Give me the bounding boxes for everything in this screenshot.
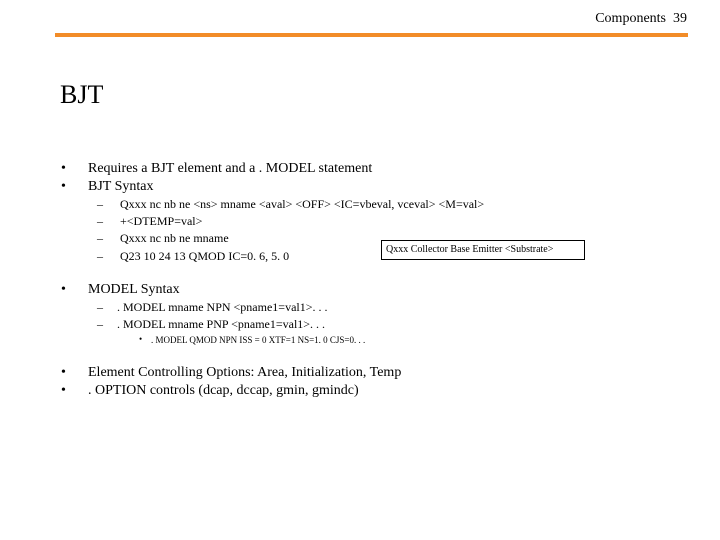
dash-marker: – bbox=[97, 300, 103, 314]
bullet-marker: • bbox=[61, 179, 66, 194]
bullet-marker: • bbox=[61, 161, 66, 176]
bullet-marker: • bbox=[139, 334, 143, 344]
callout-box: Qxxx Collector Base Emitter <Substrate> bbox=[381, 240, 585, 260]
bullet-bjt-syntax: BJT Syntax bbox=[88, 179, 154, 194]
bullet-marker: • bbox=[61, 383, 66, 398]
header-section: Components bbox=[595, 11, 666, 26]
bullet-marker: • bbox=[61, 365, 66, 380]
slide-title: BJT bbox=[60, 80, 104, 109]
bjt-syntax-line-2: +<DTEMP=val> bbox=[120, 214, 203, 228]
dash-marker: – bbox=[97, 249, 103, 263]
bjt-syntax-line-3: Qxxx nc nb ne mname bbox=[120, 231, 229, 245]
model-syntax-npn: . MODEL mname NPN <pname1=val1>. . . bbox=[117, 300, 328, 314]
page-header bbox=[595, 10, 687, 28]
dash-marker: – bbox=[97, 231, 103, 245]
dash-marker: – bbox=[97, 197, 103, 211]
bullet-option-controls: . OPTION controls (dcap, dccap, gmin, gmindc) bbox=[88, 383, 359, 398]
bjt-syntax-line-1: Qxxx nc nb ne <ns> mname <aval> <OFF> <IC=vbeval, vceval> <M=val> bbox=[120, 197, 485, 211]
header-page-number: 39 bbox=[673, 11, 687, 26]
model-syntax-pnp: . MODEL mname PNP <pname1=val1>. . . bbox=[117, 317, 326, 331]
dash-marker: – bbox=[97, 317, 103, 331]
header-rule bbox=[55, 33, 688, 37]
dash-marker: – bbox=[97, 214, 103, 228]
bullet-element-options: Element Controlling Options: Area, Initialization, Temp bbox=[88, 365, 402, 380]
model-example: . MODEL QMOD NPN ISS = 0 XTF=1 NS=1. 0 CJS=0. . . bbox=[151, 335, 366, 345]
bullet-model-syntax: MODEL Syntax bbox=[88, 282, 180, 297]
bullet-requires-bjt: Requires a BJT element and a . MODEL statement bbox=[88, 161, 373, 176]
bjt-syntax-line-4: Q23 10 24 13 QMOD IC=0. 6, 5. 0 bbox=[120, 249, 290, 263]
bullet-marker: • bbox=[61, 282, 66, 297]
